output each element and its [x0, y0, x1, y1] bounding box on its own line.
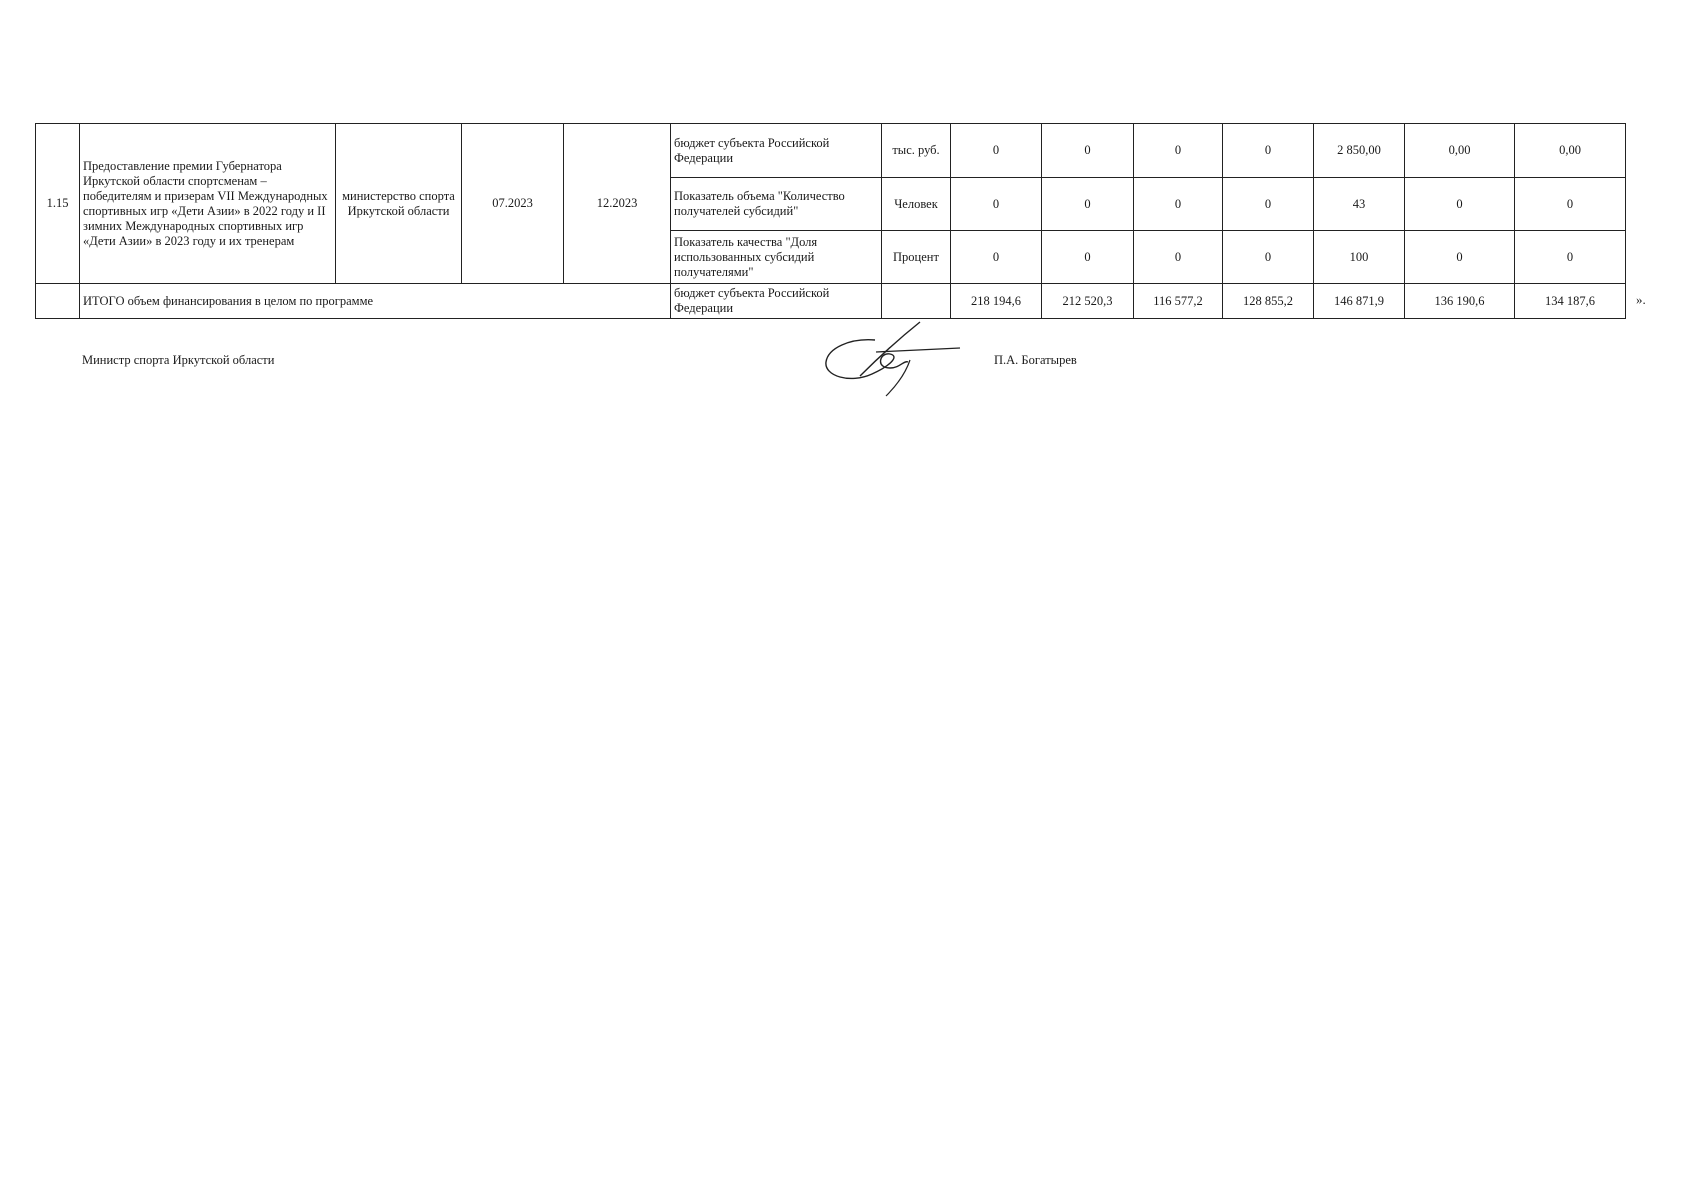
table-row — [36, 124, 1626, 178]
unit: Человек — [882, 178, 951, 231]
value-cell: 0 — [951, 231, 1042, 284]
value-cell: 0,00 — [1405, 124, 1515, 178]
value-cell: 43 — [1314, 178, 1405, 231]
total-value: 116 577,2 — [1134, 284, 1223, 319]
executor: министерство спорта Иркутской области — [336, 124, 462, 284]
total-value: 146 871,9 — [1314, 284, 1405, 319]
value-cell: 0 — [1515, 231, 1626, 284]
total-value: 212 520,3 — [1042, 284, 1134, 319]
total-value: 134 187,6 — [1515, 284, 1626, 319]
indicator-name: Показатель объема "Количество получателей субсидий" — [671, 178, 882, 231]
signature-mark — [820, 318, 970, 398]
funding-source: бюджет субъекта Российской Федерации — [671, 284, 882, 319]
row-number: 1.15 — [36, 124, 80, 284]
start-date: 07.2023 — [462, 124, 564, 284]
value-cell: 0 — [951, 124, 1042, 178]
total-value: 218 194,6 — [951, 284, 1042, 319]
value-cell: 0 — [1405, 178, 1515, 231]
value-cell: 0,00 — [1515, 124, 1626, 178]
event-description: Предоставление премии Губернатора Иркутской области спортсменам – победителям и призерам VII Международных спортивных игр «Дети Азии» в 2022 году и II зимних Международных спортивных игр «Дети Азии» в 2023 году и их тренерам — [80, 124, 336, 284]
value-cell: 0 — [1042, 178, 1134, 231]
value-cell: 0 — [1515, 178, 1626, 231]
total-value: 128 855,2 — [1223, 284, 1314, 319]
indicator-name: Показатель качества "Доля использованных субсидий получателями" — [671, 231, 882, 284]
value-cell: 0 — [1405, 231, 1515, 284]
closing-quote: ». — [1636, 292, 1646, 307]
program-table — [35, 123, 1626, 319]
total-value: 136 190,6 — [1405, 284, 1515, 319]
empty-cell — [36, 284, 80, 319]
value-cell: 0 — [1223, 124, 1314, 178]
value-cell: 0 — [1223, 178, 1314, 231]
value-cell: 0 — [1042, 124, 1134, 178]
unit — [882, 284, 951, 319]
signatory-name: П.А. Богатырев — [994, 353, 1077, 367]
unit: Процент — [882, 231, 951, 284]
funding-source: бюджет субъекта Российской Федерации — [671, 124, 882, 178]
unit: тыс. руб. — [882, 124, 951, 178]
value-cell: 100 — [1314, 231, 1405, 284]
signatory-position: Министр спорта Иркутской области — [82, 353, 275, 367]
value-cell: 2 850,00 — [1314, 124, 1405, 178]
value-cell: 0 — [1134, 124, 1223, 178]
value-cell: 0 — [1134, 178, 1223, 231]
total-label: ИТОГО объем финансирования в целом по программе — [80, 284, 671, 319]
total-row — [36, 284, 1626, 319]
value-cell: 0 — [951, 178, 1042, 231]
value-cell: 0 — [1042, 231, 1134, 284]
end-date: 12.2023 — [564, 124, 671, 284]
value-cell: 0 — [1223, 231, 1314, 284]
value-cell: 0 — [1134, 231, 1223, 284]
